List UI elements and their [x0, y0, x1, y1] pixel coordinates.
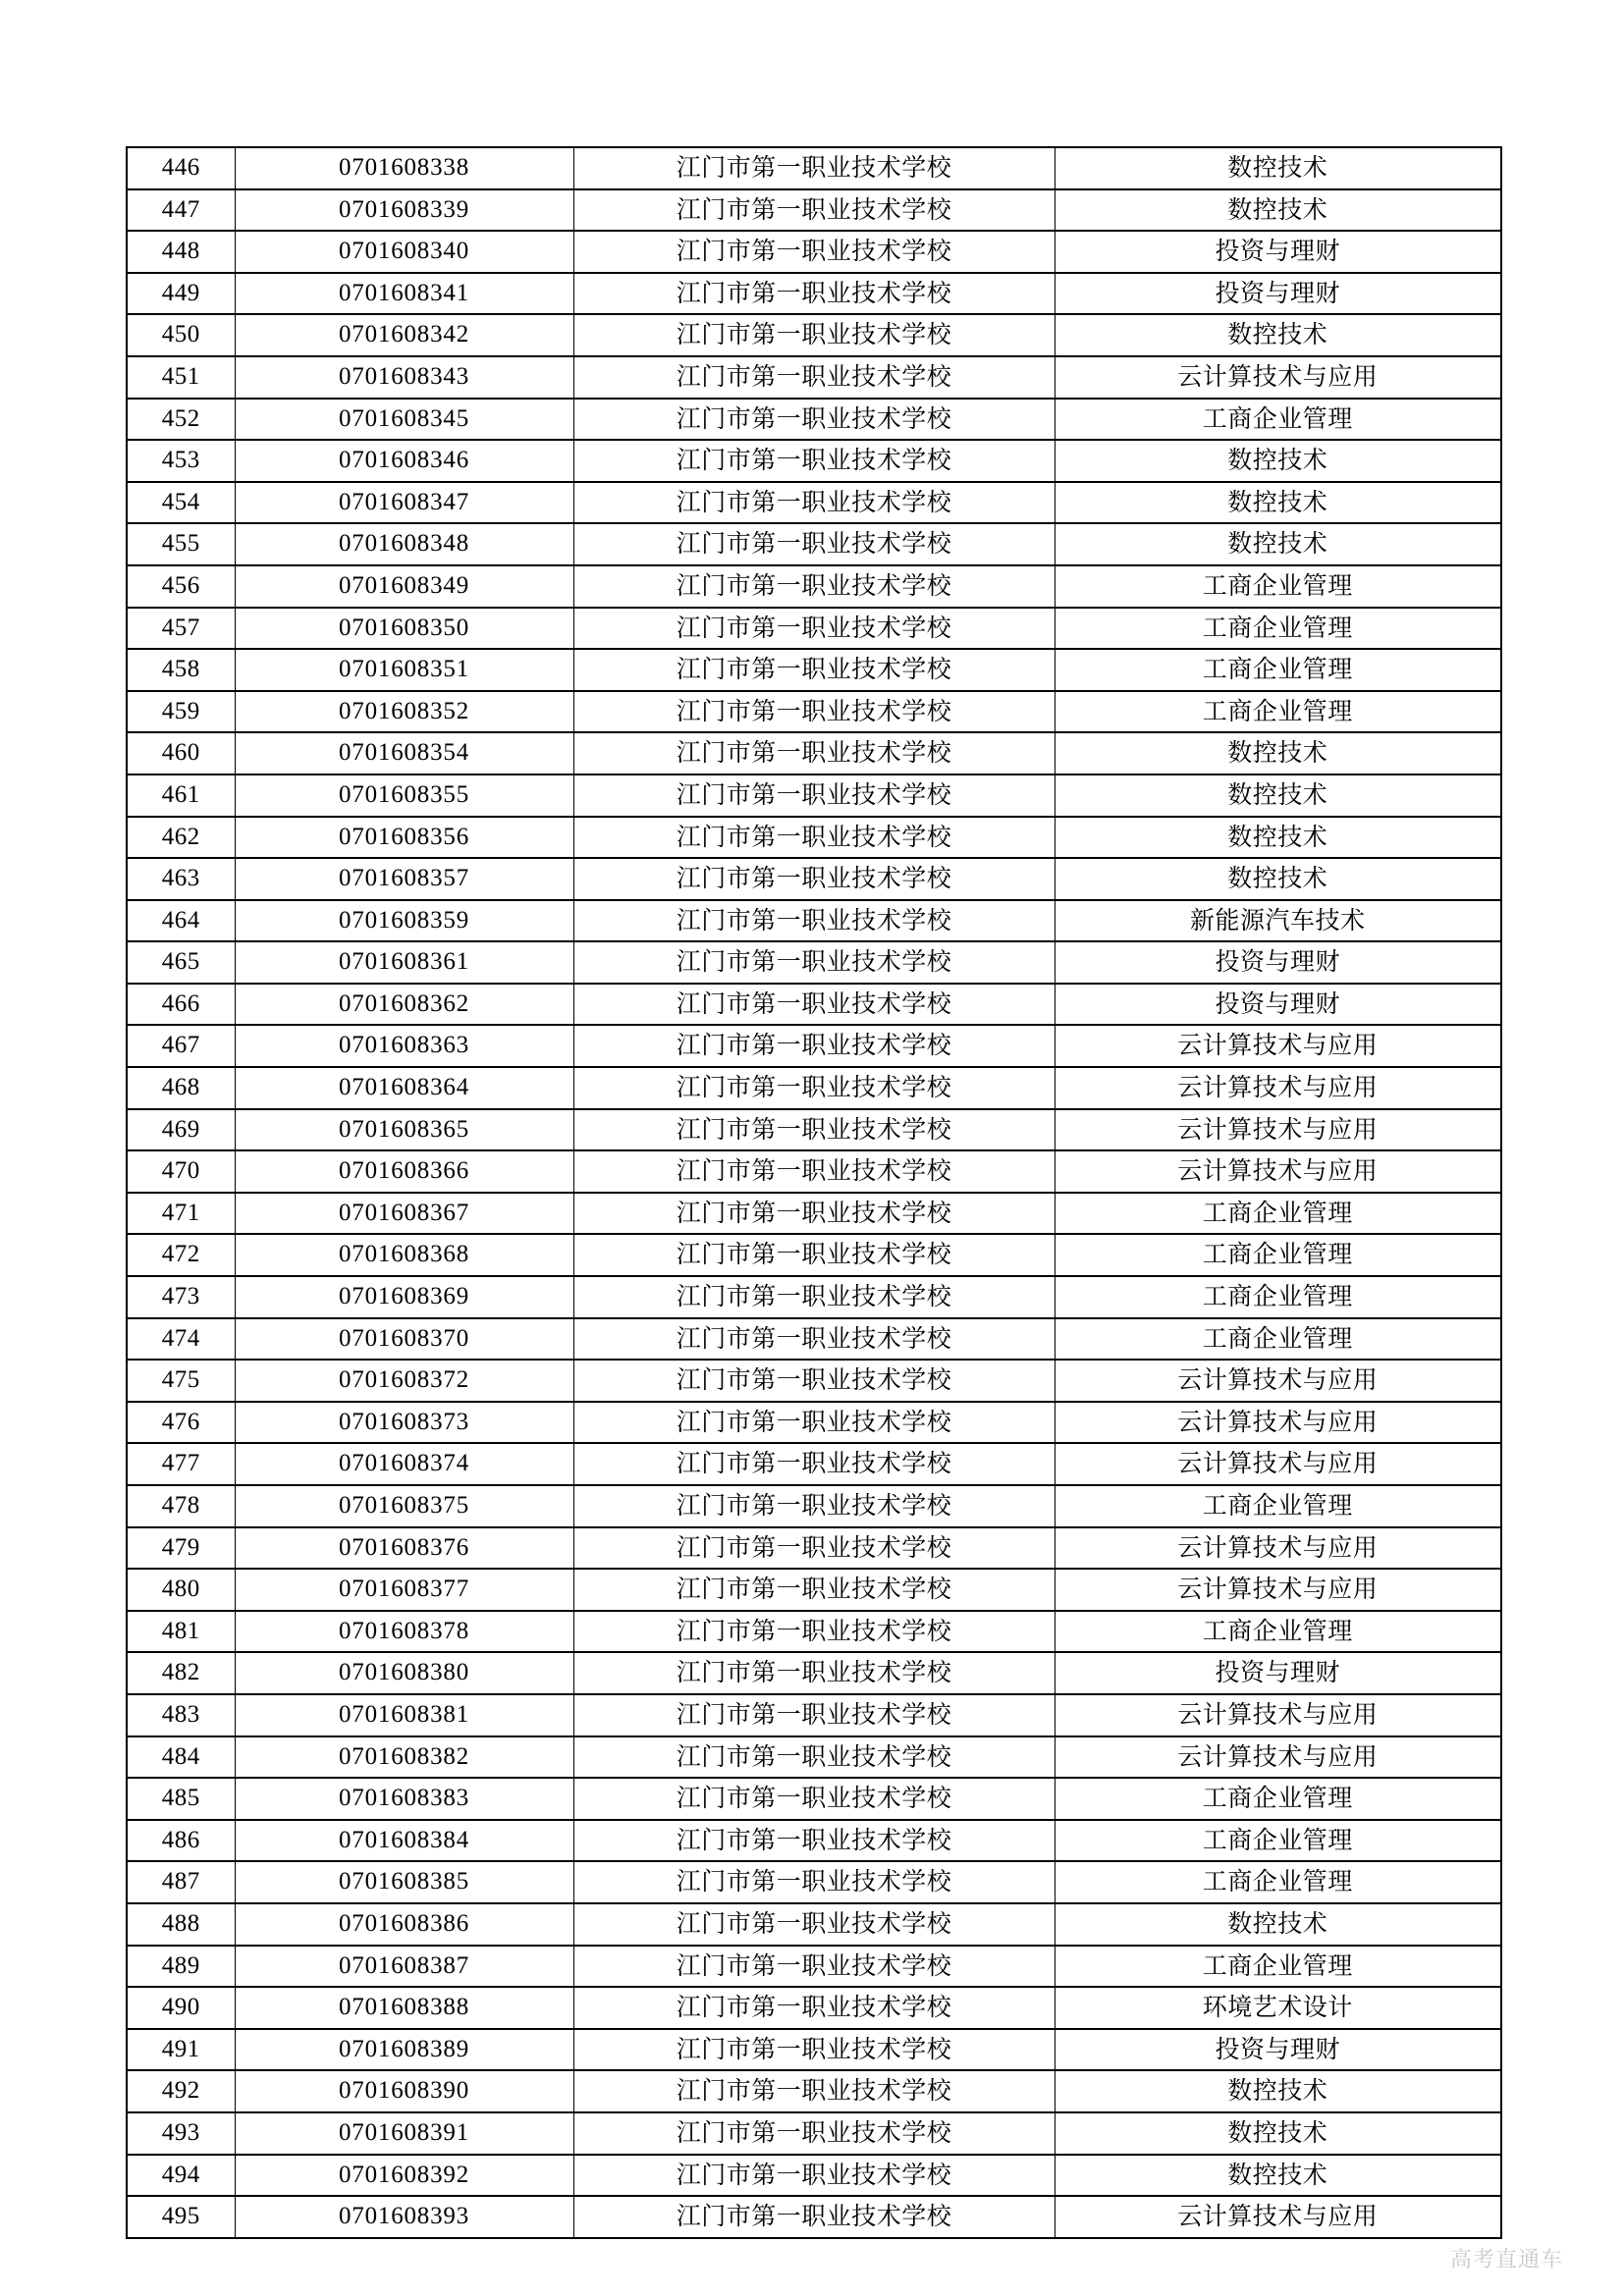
- row-school-name: 江门市第一职业技术学校: [573, 1987, 1055, 2029]
- row-school-name: 江门市第一职业技术学校: [573, 1067, 1055, 1109]
- row-sequence-number: 449: [127, 273, 235, 315]
- row-school-name: 江门市第一职业技术学校: [573, 774, 1055, 817]
- row-school-name: 江门市第一职业技术学校: [573, 691, 1055, 733]
- row-sequence-number: 452: [127, 399, 235, 441]
- table-row: [127, 1025, 1501, 1067]
- row-major-name: 工商企业管理: [1055, 649, 1501, 691]
- table-row: [127, 1652, 1501, 1694]
- row-sequence-number: 467: [127, 1025, 235, 1067]
- row-sequence-number: 470: [127, 1150, 235, 1193]
- row-sequence-number: 479: [127, 1527, 235, 1570]
- row-exam-number: 0701608391: [235, 2112, 573, 2155]
- row-major-name: 数控技术: [1055, 314, 1501, 356]
- row-sequence-number: 458: [127, 649, 235, 691]
- table-row: [127, 356, 1501, 399]
- row-exam-number: 0701608345: [235, 399, 573, 441]
- table-row: [127, 774, 1501, 817]
- row-sequence-number: 477: [127, 1443, 235, 1485]
- row-exam-number: 0701608383: [235, 1778, 573, 1820]
- row-school-name: 江门市第一职业技术学校: [573, 2112, 1055, 2155]
- table-row: [127, 2155, 1501, 2197]
- table-row: [127, 1109, 1501, 1151]
- row-exam-number: 0701608389: [235, 2029, 573, 2071]
- row-major-name: 投资与理财: [1055, 984, 1501, 1026]
- row-exam-number: 0701608373: [235, 1402, 573, 1444]
- row-exam-number: 0701608381: [235, 1694, 573, 1736]
- watermark-text: 高考直通车: [1449, 2248, 1563, 2272]
- row-major-name: 云计算技术与应用: [1055, 1025, 1501, 1067]
- row-exam-number: 0701608392: [235, 2155, 573, 2197]
- row-sequence-number: 459: [127, 691, 235, 733]
- row-exam-number: 0701608369: [235, 1276, 573, 1318]
- row-exam-number: 0701608384: [235, 1820, 573, 1862]
- admission-table-body: [127, 147, 1501, 2238]
- row-sequence-number: 457: [127, 608, 235, 650]
- row-exam-number: 0701608347: [235, 482, 573, 524]
- row-major-name: 工商企业管理: [1055, 1946, 1501, 1988]
- row-major-name: 工商企业管理: [1055, 1318, 1501, 1361]
- table-row: [127, 482, 1501, 524]
- table-row: [127, 817, 1501, 859]
- row-exam-number: 0701608378: [235, 1611, 573, 1653]
- row-major-name: 数控技术: [1055, 482, 1501, 524]
- row-sequence-number: 472: [127, 1234, 235, 1276]
- row-sequence-number: 493: [127, 2112, 235, 2155]
- row-major-name: 数控技术: [1055, 732, 1501, 774]
- table-row: [127, 1443, 1501, 1485]
- row-sequence-number: 484: [127, 1736, 235, 1779]
- row-school-name: 江门市第一职业技术学校: [573, 147, 1055, 189]
- row-exam-number: 0701608382: [235, 1736, 573, 1779]
- table-row: [127, 189, 1501, 232]
- row-major-name: 云计算技术与应用: [1055, 1569, 1501, 1611]
- row-exam-number: 0701608354: [235, 732, 573, 774]
- row-sequence-number: 471: [127, 1193, 235, 1235]
- row-sequence-number: 494: [127, 2155, 235, 2197]
- row-sequence-number: 461: [127, 774, 235, 817]
- row-major-name: 投资与理财: [1055, 2029, 1501, 2071]
- table-row: [127, 2070, 1501, 2112]
- table-row: [127, 1694, 1501, 1736]
- table-row: [127, 2029, 1501, 2071]
- row-major-name: 工商企业管理: [1055, 608, 1501, 650]
- row-exam-number: 0701608343: [235, 356, 573, 399]
- table-row: [127, 1736, 1501, 1779]
- row-major-name: 云计算技术与应用: [1055, 1736, 1501, 1779]
- table-row: [127, 1150, 1501, 1193]
- row-exam-number: 0701608340: [235, 231, 573, 273]
- row-exam-number: 0701608368: [235, 1234, 573, 1276]
- row-school-name: 江门市第一职业技术学校: [573, 2196, 1055, 2238]
- row-sequence-number: 454: [127, 482, 235, 524]
- row-school-name: 江门市第一职业技术学校: [573, 1109, 1055, 1151]
- row-major-name: 云计算技术与应用: [1055, 356, 1501, 399]
- row-major-name: 工商企业管理: [1055, 1485, 1501, 1527]
- row-exam-number: 0701608338: [235, 147, 573, 189]
- row-school-name: 江门市第一职业技术学校: [573, 1150, 1055, 1193]
- row-sequence-number: 483: [127, 1694, 235, 1736]
- row-exam-number: 0701608346: [235, 440, 573, 482]
- row-exam-number: 0701608390: [235, 2070, 573, 2112]
- table-row: [127, 900, 1501, 942]
- row-sequence-number: 453: [127, 440, 235, 482]
- row-exam-number: 0701608372: [235, 1360, 573, 1402]
- row-major-name: 工商企业管理: [1055, 1234, 1501, 1276]
- row-major-name: 工商企业管理: [1055, 1611, 1501, 1653]
- row-sequence-number: 466: [127, 984, 235, 1026]
- row-exam-number: 0701608350: [235, 608, 573, 650]
- row-sequence-number: 495: [127, 2196, 235, 2238]
- row-exam-number: 0701608351: [235, 649, 573, 691]
- row-sequence-number: 455: [127, 523, 235, 565]
- row-sequence-number: 451: [127, 356, 235, 399]
- row-major-name: 数控技术: [1055, 440, 1501, 482]
- row-major-name: 数控技术: [1055, 774, 1501, 817]
- row-sequence-number: 460: [127, 732, 235, 774]
- row-school-name: 江门市第一职业技术学校: [573, 984, 1055, 1026]
- row-school-name: 江门市第一职业技术学校: [573, 314, 1055, 356]
- row-school-name: 江门市第一职业技术学校: [573, 2070, 1055, 2112]
- row-school-name: 江门市第一职业技术学校: [573, 858, 1055, 900]
- row-sequence-number: 482: [127, 1652, 235, 1694]
- row-major-name: 工商企业管理: [1055, 565, 1501, 608]
- row-major-name: 云计算技术与应用: [1055, 1402, 1501, 1444]
- table-row: [127, 649, 1501, 691]
- row-major-name: 数控技术: [1055, 189, 1501, 232]
- row-school-name: 江门市第一职业技术学校: [573, 231, 1055, 273]
- row-exam-number: 0701608377: [235, 1569, 573, 1611]
- table-row: [127, 1067, 1501, 1109]
- table-row: [127, 1611, 1501, 1653]
- row-exam-number: 0701608366: [235, 1150, 573, 1193]
- row-exam-number: 0701608374: [235, 1443, 573, 1485]
- row-major-name: 数控技术: [1055, 2070, 1501, 2112]
- row-major-name: 工商企业管理: [1055, 1778, 1501, 1820]
- row-sequence-number: 476: [127, 1402, 235, 1444]
- row-school-name: 江门市第一职业技术学校: [573, 1611, 1055, 1653]
- row-exam-number: 0701608363: [235, 1025, 573, 1067]
- row-exam-number: 0701608386: [235, 1903, 573, 1946]
- row-exam-number: 0701608361: [235, 941, 573, 984]
- table-row: [127, 608, 1501, 650]
- row-school-name: 江门市第一职业技术学校: [573, 1234, 1055, 1276]
- table-row: [127, 941, 1501, 984]
- row-school-name: 江门市第一职业技术学校: [573, 1569, 1055, 1611]
- row-major-name: 投资与理财: [1055, 1652, 1501, 1694]
- row-sequence-number: 463: [127, 858, 235, 900]
- row-school-name: 江门市第一职业技术学校: [573, 565, 1055, 608]
- row-exam-number: 0701608362: [235, 984, 573, 1026]
- table-row: [127, 1360, 1501, 1402]
- row-exam-number: 0701608376: [235, 1527, 573, 1570]
- table-row: [127, 1946, 1501, 1988]
- table-row: [127, 1485, 1501, 1527]
- table-row: [127, 1778, 1501, 1820]
- row-exam-number: 0701608385: [235, 1861, 573, 1903]
- row-exam-number: 0701608393: [235, 2196, 573, 2238]
- table-row: [127, 1861, 1501, 1903]
- row-sequence-number: 450: [127, 314, 235, 356]
- row-exam-number: 0701608375: [235, 1485, 573, 1527]
- row-school-name: 江门市第一职业技术学校: [573, 817, 1055, 859]
- row-major-name: 云计算技术与应用: [1055, 2196, 1501, 2238]
- row-school-name: 江门市第一职业技术学校: [573, 1652, 1055, 1694]
- row-school-name: 江门市第一职业技术学校: [573, 273, 1055, 315]
- row-major-name: 投资与理财: [1055, 273, 1501, 315]
- row-major-name: 云计算技术与应用: [1055, 1150, 1501, 1193]
- row-exam-number: 0701608339: [235, 189, 573, 232]
- row-sequence-number: 469: [127, 1109, 235, 1151]
- row-major-name: 云计算技术与应用: [1055, 1067, 1501, 1109]
- table-row: [127, 858, 1501, 900]
- table-row: [127, 523, 1501, 565]
- table-row: [127, 147, 1501, 189]
- row-major-name: 数控技术: [1055, 523, 1501, 565]
- row-exam-number: 0701608365: [235, 1109, 573, 1151]
- row-sequence-number: 490: [127, 1987, 235, 2029]
- row-major-name: 数控技术: [1055, 858, 1501, 900]
- row-exam-number: 0701608359: [235, 900, 573, 942]
- row-school-name: 江门市第一职业技术学校: [573, 1402, 1055, 1444]
- row-major-name: 数控技术: [1055, 2112, 1501, 2155]
- row-sequence-number: 473: [127, 1276, 235, 1318]
- row-sequence-number: 486: [127, 1820, 235, 1862]
- row-school-name: 江门市第一职业技术学校: [573, 1861, 1055, 1903]
- row-sequence-number: 489: [127, 1946, 235, 1988]
- row-sequence-number: 491: [127, 2029, 235, 2071]
- row-exam-number: 0701608370: [235, 1318, 573, 1361]
- table-row: [127, 1318, 1501, 1361]
- table-row: [127, 1527, 1501, 1570]
- row-major-name: 工商企业管理: [1055, 691, 1501, 733]
- row-school-name: 江门市第一职业技术学校: [573, 732, 1055, 774]
- row-school-name: 江门市第一职业技术学校: [573, 399, 1055, 441]
- table-row: [127, 314, 1501, 356]
- row-exam-number: 0701608364: [235, 1067, 573, 1109]
- row-sequence-number: 475: [127, 1360, 235, 1402]
- table-row: [127, 691, 1501, 733]
- row-school-name: 江门市第一职业技术学校: [573, 440, 1055, 482]
- table-row: [127, 565, 1501, 608]
- row-major-name: 工商企业管理: [1055, 399, 1501, 441]
- row-exam-number: 0701608380: [235, 1652, 573, 1694]
- row-exam-number: 0701608341: [235, 273, 573, 315]
- row-school-name: 江门市第一职业技术学校: [573, 941, 1055, 984]
- row-major-name: 云计算技术与应用: [1055, 1109, 1501, 1151]
- row-major-name: 云计算技术与应用: [1055, 1527, 1501, 1570]
- row-school-name: 江门市第一职业技术学校: [573, 1443, 1055, 1485]
- row-sequence-number: 456: [127, 565, 235, 608]
- row-major-name: 工商企业管理: [1055, 1276, 1501, 1318]
- row-school-name: 江门市第一职业技术学校: [573, 1527, 1055, 1570]
- row-sequence-number: 480: [127, 1569, 235, 1611]
- table-row: [127, 1402, 1501, 1444]
- row-school-name: 江门市第一职业技术学校: [573, 1276, 1055, 1318]
- row-school-name: 江门市第一职业技术学校: [573, 1778, 1055, 1820]
- table-row: [127, 1276, 1501, 1318]
- row-exam-number: 0701608357: [235, 858, 573, 900]
- row-school-name: 江门市第一职业技术学校: [573, 482, 1055, 524]
- row-school-name: 江门市第一职业技术学校: [573, 1694, 1055, 1736]
- row-school-name: 江门市第一职业技术学校: [573, 1820, 1055, 1862]
- row-school-name: 江门市第一职业技术学校: [573, 1903, 1055, 1946]
- row-sequence-number: 448: [127, 231, 235, 273]
- row-school-name: 江门市第一职业技术学校: [573, 649, 1055, 691]
- row-sequence-number: 492: [127, 2070, 235, 2112]
- row-major-name: 环境艺术设计: [1055, 1987, 1501, 2029]
- row-school-name: 江门市第一职业技术学校: [573, 1946, 1055, 1988]
- row-school-name: 江门市第一职业技术学校: [573, 2155, 1055, 2197]
- row-school-name: 江门市第一职业技术学校: [573, 1736, 1055, 1779]
- table-row: [127, 1820, 1501, 1862]
- row-exam-number: 0701608349: [235, 565, 573, 608]
- table-row: [127, 1234, 1501, 1276]
- row-sequence-number: 478: [127, 1485, 235, 1527]
- row-exam-number: 0701608342: [235, 314, 573, 356]
- row-exam-number: 0701608356: [235, 817, 573, 859]
- row-school-name: 江门市第一职业技术学校: [573, 1485, 1055, 1527]
- row-major-name: 云计算技术与应用: [1055, 1360, 1501, 1402]
- row-major-name: 数控技术: [1055, 2155, 1501, 2197]
- row-exam-number: 0701608348: [235, 523, 573, 565]
- table-row: [127, 399, 1501, 441]
- row-sequence-number: 464: [127, 900, 235, 942]
- table-row: [127, 231, 1501, 273]
- row-exam-number: 0701608388: [235, 1987, 573, 2029]
- row-sequence-number: 465: [127, 941, 235, 984]
- row-sequence-number: 468: [127, 1067, 235, 1109]
- admission-table: [126, 146, 1502, 2239]
- row-sequence-number: 474: [127, 1318, 235, 1361]
- table-row: [127, 273, 1501, 315]
- row-major-name: 投资与理财: [1055, 231, 1501, 273]
- row-sequence-number: 488: [127, 1903, 235, 1946]
- row-sequence-number: 447: [127, 189, 235, 232]
- row-major-name: 云计算技术与应用: [1055, 1694, 1501, 1736]
- row-school-name: 江门市第一职业技术学校: [573, 608, 1055, 650]
- table-row: [127, 1987, 1501, 2029]
- row-sequence-number: 446: [127, 147, 235, 189]
- row-sequence-number: 462: [127, 817, 235, 859]
- table-row: [127, 1193, 1501, 1235]
- table-row: [127, 440, 1501, 482]
- row-major-name: 数控技术: [1055, 1903, 1501, 1946]
- row-school-name: 江门市第一职业技术学校: [573, 189, 1055, 232]
- row-school-name: 江门市第一职业技术学校: [573, 356, 1055, 399]
- table-row: [127, 2196, 1501, 2238]
- row-exam-number: 0701608355: [235, 774, 573, 817]
- admission-table-container: [126, 146, 1500, 2239]
- table-row: [127, 732, 1501, 774]
- row-major-name: 投资与理财: [1055, 941, 1501, 984]
- table-row: [127, 2112, 1501, 2155]
- row-school-name: 江门市第一职业技术学校: [573, 1025, 1055, 1067]
- row-school-name: 江门市第一职业技术学校: [573, 900, 1055, 942]
- row-major-name: 工商企业管理: [1055, 1820, 1501, 1862]
- row-major-name: 工商企业管理: [1055, 1193, 1501, 1235]
- row-sequence-number: 487: [127, 1861, 235, 1903]
- row-exam-number: 0701608367: [235, 1193, 573, 1235]
- row-major-name: 云计算技术与应用: [1055, 1443, 1501, 1485]
- row-school-name: 江门市第一职业技术学校: [573, 1360, 1055, 1402]
- table-row: [127, 1569, 1501, 1611]
- row-school-name: 江门市第一职业技术学校: [573, 1193, 1055, 1235]
- row-sequence-number: 481: [127, 1611, 235, 1653]
- table-row: [127, 1903, 1501, 1946]
- row-school-name: 江门市第一职业技术学校: [573, 2029, 1055, 2071]
- row-major-name: 数控技术: [1055, 817, 1501, 859]
- row-major-name: 工商企业管理: [1055, 1861, 1501, 1903]
- row-school-name: 江门市第一职业技术学校: [573, 1318, 1055, 1361]
- row-major-name: 新能源汽车技术: [1055, 900, 1501, 942]
- row-sequence-number: 485: [127, 1778, 235, 1820]
- table-row: [127, 984, 1501, 1026]
- row-exam-number: 0701608387: [235, 1946, 573, 1988]
- row-major-name: 数控技术: [1055, 147, 1501, 189]
- row-school-name: 江门市第一职业技术学校: [573, 523, 1055, 565]
- row-exam-number: 0701608352: [235, 691, 573, 733]
